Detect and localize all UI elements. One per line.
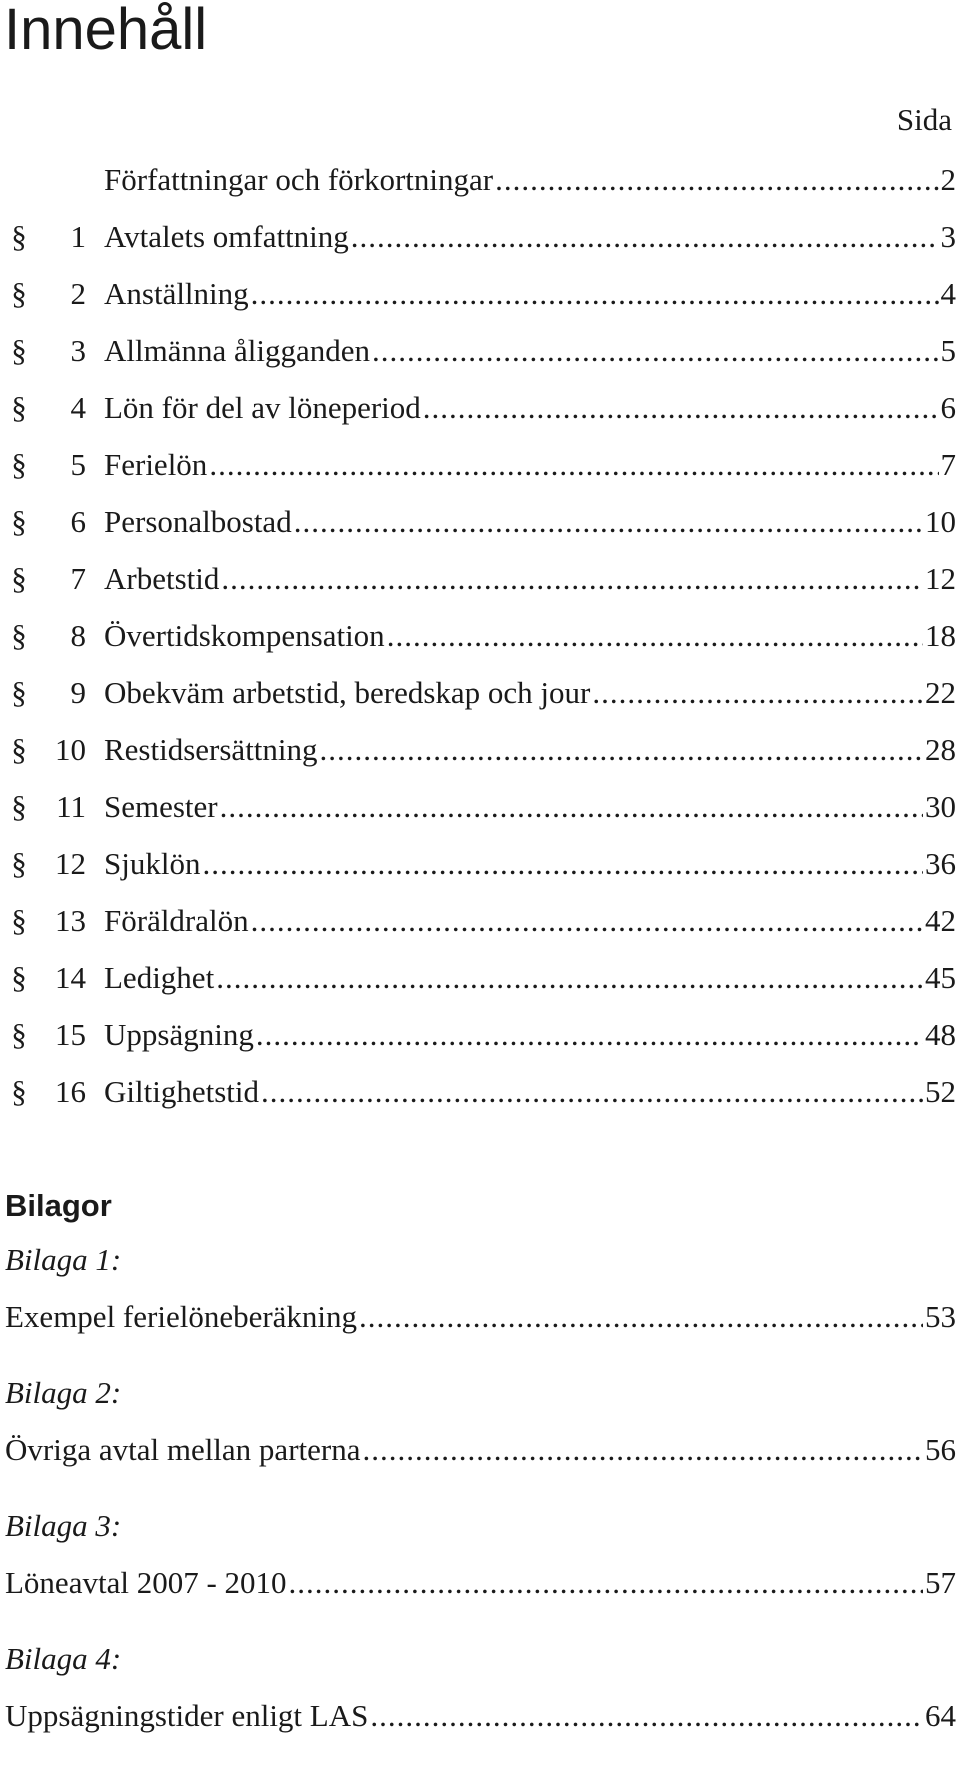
appendix-label: Uppsägningstider enligt LAS — [5, 1698, 369, 1733]
toc-entry[interactable] — [0, 559, 956, 616]
toc-page-number: 48 — [925, 1017, 956, 1052]
section-number: 7 — [70, 561, 86, 596]
toc-page-number: 5 — [940, 333, 956, 368]
dot-leader — [362, 1430, 923, 1470]
section-symbol: § — [11, 960, 27, 995]
section-symbol: § — [11, 219, 27, 254]
toc-entry[interactable] — [0, 787, 956, 844]
dot-leader — [387, 616, 923, 656]
appendices-heading: Bilagor — [5, 1188, 112, 1223]
section-number: 15 — [55, 1017, 86, 1052]
section-number: 5 — [70, 447, 86, 482]
dot-leader — [209, 445, 938, 485]
section-symbol: § — [11, 846, 27, 881]
appendix-page-number: 53 — [925, 1299, 956, 1334]
section-symbol: § — [11, 618, 27, 653]
section-number: 1 — [70, 219, 86, 254]
page-column-label: Sida — [896, 102, 952, 137]
dot-leader — [221, 559, 923, 599]
toc-entry-label: Sjuklön — [104, 846, 201, 881]
appendix-entry — [0, 1639, 956, 1772]
dot-leader — [372, 331, 939, 371]
toc-page-number: 7 — [940, 447, 956, 482]
toc-page-number: 6 — [940, 390, 956, 425]
section-number: 14 — [55, 960, 86, 995]
appendix-toc-row[interactable] — [0, 1297, 956, 1337]
appendix-entry — [0, 1373, 956, 1506]
appendix-label: Exempel ferielöneberäkning — [5, 1299, 358, 1334]
page-title: Innehåll — [4, 0, 208, 62]
appendix-toc-row[interactable] — [0, 1563, 956, 1603]
appendix-tag: Bilaga 2: — [5, 1375, 122, 1410]
toc-entry[interactable] — [0, 958, 956, 1015]
dot-leader — [320, 730, 923, 770]
appendix-label: Övriga avtal mellan parterna — [5, 1432, 361, 1467]
toc-entry[interactable] — [0, 274, 956, 331]
dot-leader — [256, 1015, 923, 1055]
dot-leader — [289, 1563, 923, 1603]
dot-leader — [251, 901, 923, 941]
appendix-entry — [0, 1506, 956, 1639]
toc-page-number: 4 — [940, 276, 956, 311]
dot-leader — [202, 844, 923, 884]
dot-leader — [370, 1696, 923, 1736]
section-symbol: § — [11, 675, 27, 710]
toc-page-number: 30 — [925, 789, 956, 824]
section-number: 12 — [55, 846, 86, 881]
section-number: 10 — [55, 732, 86, 767]
toc-page-number: 2 — [940, 162, 956, 197]
toc-entry[interactable] — [0, 1015, 956, 1072]
section-symbol: § — [11, 789, 27, 824]
dot-leader — [251, 274, 939, 314]
toc-entry-label: Ledighet — [104, 960, 215, 995]
toc-entry[interactable] — [0, 445, 956, 502]
toc-page-number: 36 — [925, 846, 956, 881]
appendices-list — [0, 1240, 956, 1772]
toc-entry-label: Lön för del av löneperiod — [104, 390, 421, 425]
toc-entry[interactable] — [0, 673, 956, 730]
toc-entry-label: Arbetstid — [104, 561, 220, 596]
toc-entry-label: Obekväm arbetstid, beredskap och jour — [104, 675, 591, 710]
appendix-toc-row[interactable] — [0, 1430, 956, 1470]
appendix-tag: Bilaga 3: — [5, 1508, 122, 1543]
toc-entry[interactable] — [0, 388, 956, 445]
dot-leader — [294, 502, 923, 542]
dot-leader — [351, 217, 939, 257]
toc-entry[interactable] — [0, 1072, 956, 1129]
section-symbol: § — [11, 561, 27, 596]
section-number: 8 — [70, 618, 86, 653]
toc-page-number: 52 — [925, 1074, 956, 1109]
toc-entry-label: Anställning — [104, 276, 249, 311]
section-number: 2 — [70, 276, 86, 311]
section-number: 6 — [70, 504, 86, 539]
section-number: 4 — [70, 390, 86, 425]
section-symbol: § — [11, 390, 27, 425]
section-symbol: § — [11, 1074, 27, 1109]
dot-leader — [220, 787, 923, 827]
toc-page-number: 22 — [925, 675, 956, 710]
toc-page-number: 10 — [925, 504, 956, 539]
section-symbol: § — [11, 276, 27, 311]
appendix-page-number: 57 — [925, 1565, 956, 1600]
toc-page-number: 45 — [925, 960, 956, 995]
appendix-page-number: 64 — [925, 1698, 956, 1733]
section-symbol: § — [11, 447, 27, 482]
toc-entry[interactable] — [0, 901, 956, 958]
toc-entry[interactable] — [0, 331, 956, 388]
dot-leader — [592, 673, 923, 713]
section-number: 9 — [70, 675, 86, 710]
toc-entry[interactable] — [0, 160, 956, 217]
section-symbol: § — [11, 732, 27, 767]
toc-page-number: 42 — [925, 903, 956, 938]
toc-entry-label: Föräldralön — [104, 903, 249, 938]
dot-leader — [495, 160, 938, 200]
appendix-toc-row[interactable] — [0, 1696, 956, 1736]
section-number: 11 — [56, 789, 86, 824]
table-of-contents — [0, 160, 956, 1129]
appendix-entry — [0, 1240, 956, 1373]
toc-entry[interactable] — [0, 730, 956, 787]
toc-entry-label: Semester — [104, 789, 218, 824]
toc-entry[interactable] — [0, 616, 956, 673]
toc-page-number: 18 — [925, 618, 956, 653]
dot-leader — [216, 958, 923, 998]
toc-entry[interactable] — [0, 502, 956, 559]
toc-entry[interactable] — [0, 217, 956, 274]
toc-page-number: 3 — [940, 219, 956, 254]
section-symbol: § — [11, 333, 27, 368]
toc-entry-label: Giltighetstid — [104, 1074, 259, 1109]
toc-entry-label: Personalbostad — [104, 504, 292, 539]
toc-page-number: 12 — [925, 561, 956, 596]
toc-entry-label: Uppsägning — [104, 1017, 254, 1052]
dot-leader — [261, 1072, 923, 1112]
toc-entry-label: Författningar och förkortningar — [104, 162, 494, 197]
toc-entry-label: Övertidskompensation — [104, 618, 385, 653]
appendix-tag: Bilaga 1: — [5, 1242, 122, 1277]
toc-entry-label: Allmänna åligganden — [104, 333, 370, 368]
toc-entry-label: Ferielön — [104, 447, 208, 482]
toc-entry[interactable] — [0, 844, 956, 901]
toc-entry-label: Avtalets omfattning — [104, 219, 349, 254]
dot-leader — [423, 388, 939, 428]
dot-leader — [359, 1297, 923, 1337]
toc-entry-label: Restidsersättning — [104, 732, 318, 767]
toc-page-number: 28 — [925, 732, 956, 767]
section-symbol: § — [11, 1017, 27, 1052]
appendix-label: Löneavtal 2007 - 2010 — [5, 1565, 287, 1600]
section-symbol: § — [11, 504, 27, 539]
section-number: 3 — [70, 333, 86, 368]
appendix-tag: Bilaga 4: — [5, 1641, 122, 1676]
section-number: 13 — [55, 903, 86, 938]
section-symbol: § — [11, 903, 27, 938]
appendix-page-number: 56 — [925, 1432, 956, 1467]
section-number: 16 — [55, 1074, 86, 1109]
